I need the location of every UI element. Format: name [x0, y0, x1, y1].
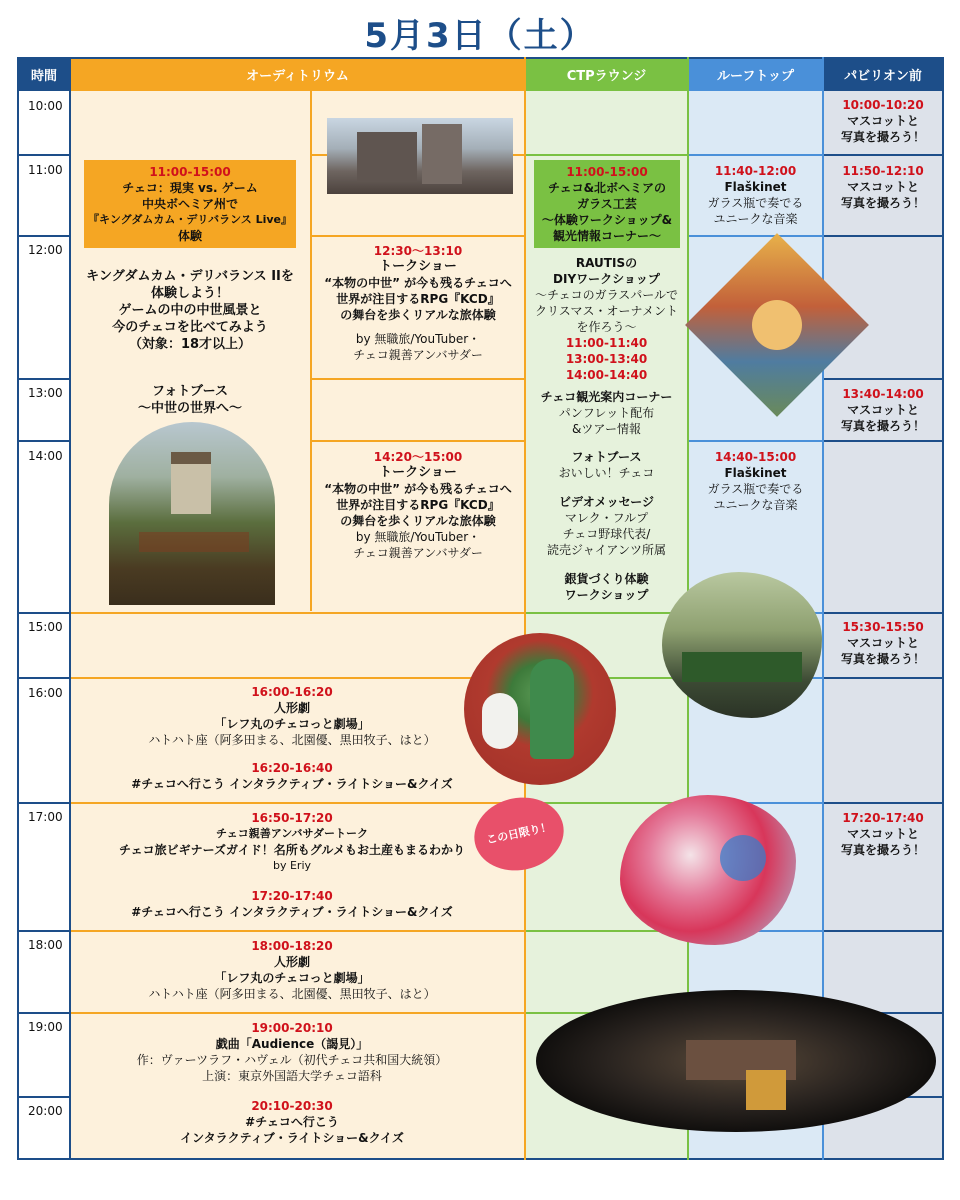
talk-line: 世界が注目するRPG『KCD』 — [336, 498, 500, 512]
video-line: 読売ジャイアンツ所属 — [547, 543, 666, 557]
audience-time: 19:00-20:10 — [251, 1021, 333, 1035]
mascot-slot-line: 写真を撮ろう！ — [840, 843, 925, 857]
mascot-slot-time: 13:40-14:00 — [842, 387, 924, 401]
tourism-info-corner — [527, 389, 686, 437]
grid-line — [525, 802, 688, 804]
mascot-photo-slot — [825, 386, 941, 434]
time-label: 14:00 — [28, 449, 63, 463]
lightshow-title: #チェコへ行こう — [245, 1115, 339, 1129]
puppet-line: ハトハト座（阿多田まる、北園優、黒田牧子、はと） — [148, 987, 436, 1001]
ambassador-line: チェコ旅ビギナーズガイド！名所もグルメもお土産もまるわかり — [119, 843, 465, 857]
ambassador-talk — [72, 810, 512, 920]
talk-show-2-time: 14:20〜15:00 — [373, 450, 463, 464]
audience-line: 上演：東京外国語大学チェコ語科 — [202, 1069, 382, 1083]
time-label: 18:00 — [28, 938, 63, 952]
kcd-desc-line: ゲームの中の中世風景と — [118, 303, 262, 318]
coin-line: ワークショップ — [564, 588, 649, 602]
grid-line — [18, 235, 70, 237]
kcd-title-4: 体験 — [177, 229, 202, 243]
theatre-play-photo — [536, 990, 936, 1132]
grid-line — [823, 440, 943, 442]
mascot-slot-line: マスコットと — [847, 827, 919, 841]
lightshow-time: 20:10-20:30 — [251, 1099, 333, 1113]
kcd-desc-line: （対象：18才以上） — [128, 337, 252, 352]
lightshow-time: 17:20-17:40 — [251, 889, 333, 903]
glass-line: チェコ&北ボヘミアの — [547, 181, 667, 195]
video-line: マレク・フルプ — [564, 511, 649, 525]
kcd-title-1: チェコ：現実 vs. ゲーム — [122, 181, 258, 195]
grid-line — [18, 378, 70, 380]
grid-line — [823, 677, 943, 679]
flaskinet-name: Flaškinet — [724, 466, 787, 480]
page-title: 5月3日（土） — [364, 16, 596, 56]
grid-line — [823, 235, 943, 237]
mascot-slot-time: 11:50-12:10 — [842, 164, 924, 178]
header-ctp-lounge: CTPラウンジ — [525, 57, 688, 91]
ambassador-line: チェコ親善アンバサダートーク — [216, 827, 368, 840]
grid-line — [823, 612, 943, 614]
talk-line: の舞台を歩くリアルな旅体験 — [340, 514, 496, 528]
grid-line — [18, 612, 70, 614]
flaskinet-performance-2 — [690, 449, 821, 513]
flaskinet-line: ガラス瓶で奏でる — [707, 482, 804, 496]
flaskinet-name: Flaškinet — [724, 180, 787, 194]
grid-line — [525, 612, 688, 614]
rautis-time: 11:00-11:40 — [565, 336, 648, 350]
grid-line — [823, 930, 943, 932]
coin-line: 銀貨づくり体験 — [564, 572, 649, 586]
puppet-line: 人形劇 — [273, 955, 310, 969]
grid-line — [18, 1012, 70, 1014]
flaskinet-time: 14:40-15:00 — [714, 450, 797, 464]
info-line: パンフレット配布 — [558, 406, 655, 420]
time-label: 11:00 — [28, 163, 63, 177]
grid-line — [18, 154, 70, 156]
lightshow-title: インタラクティブ・ライトショー&クイズ — [180, 1131, 404, 1145]
talk-line: の舞台を歩くリアルな旅体験 — [340, 308, 496, 322]
rautis-line: RAUTISの — [575, 256, 638, 270]
glass-line: ガラス工芸 — [577, 197, 637, 211]
audience-line: 戯曲「Audience（謁見）」 — [215, 1037, 369, 1051]
coin-workshop — [527, 571, 686, 603]
grid-line — [18, 1096, 70, 1098]
limited-day-badge-text: この日限り！ — [485, 820, 553, 847]
mascot-photo-slot — [825, 619, 941, 667]
grid-line — [823, 154, 943, 156]
talk-line: チェコ親善アンバサダー — [353, 546, 483, 560]
mascot-slot-line: マスコットと — [847, 636, 919, 650]
mascot-slot-line: マスコットと — [847, 180, 919, 194]
folk-costume-photo — [620, 795, 796, 945]
mascot-photo-slot — [825, 810, 941, 858]
grid-line — [688, 235, 823, 237]
puppet-show-1 — [72, 684, 512, 792]
divider-auditorium — [524, 57, 526, 1160]
time-label: 19:00 — [28, 1020, 63, 1034]
grid-line — [18, 802, 70, 804]
puppet-photo — [464, 633, 616, 785]
info-line: チェコ観光案内コーナー — [540, 390, 673, 404]
puppet-line: 「レフ丸のチェコっと劇場」 — [214, 717, 370, 731]
booth-line: おいしい！チェコ — [558, 466, 655, 480]
flaskinet-line: ガラス瓶で奏でる — [707, 196, 804, 210]
medieval-village-photo — [109, 422, 275, 605]
time-label: 12:00 — [28, 243, 63, 257]
rautis-workshop — [527, 255, 686, 383]
mascot-photo-slot — [825, 97, 941, 145]
talk-line: 世界が注目するRPG『KCD』 — [336, 292, 500, 306]
kcd-time: 11:00-15:00 — [149, 165, 231, 179]
grid-line — [18, 440, 70, 442]
rautis-time: 13:00-13:40 — [565, 352, 648, 366]
audience-play — [72, 1020, 512, 1146]
mascot-slot-line: マスコットと — [847, 114, 919, 128]
glass-event-box — [534, 160, 680, 248]
mascot-slot-time: 10:00-10:20 — [842, 98, 924, 112]
talk-line: “本物の中世” が今も残るチェコへ — [324, 482, 512, 496]
rautis-line: 〜チェコのガラスパールで — [534, 288, 679, 302]
grid-line — [310, 235, 525, 237]
talk-line: “本物の中世” が今も残るチェコへ — [324, 276, 512, 290]
flaskinet-line: ユニークな音楽 — [713, 212, 798, 226]
puppet-line: 「レフ丸のチェコっと劇場」 — [214, 971, 370, 985]
mascot-slot-line: 写真を撮ろう！ — [840, 652, 925, 666]
grid-line — [70, 802, 525, 804]
puppet-line: 人形劇 — [273, 701, 310, 715]
divider-time — [69, 57, 71, 1160]
mascot-slot-line: 写真を撮ろう！ — [840, 419, 925, 433]
rautis-time: 14:00-14:40 — [565, 368, 648, 382]
kcd-title-3: 『キングダムカム・デリバランス Live』 — [87, 213, 293, 226]
grid-line — [70, 612, 525, 614]
time-label: 13:00 — [28, 386, 63, 400]
header-auditorium: オーディトリウム — [70, 57, 525, 91]
ctp-photo-booth — [527, 449, 686, 481]
mascot-slot-time: 15:30-15:50 — [842, 620, 924, 634]
talk-line: by 無職旅/YouTuber・ — [355, 530, 481, 544]
talk-line: トークショー — [379, 465, 457, 480]
mascot-slot-time: 17:20-17:40 — [842, 811, 924, 825]
flaskinet-performance-1 — [690, 163, 821, 227]
info-line: &ツアー情報 — [572, 422, 641, 436]
grid-line — [688, 440, 823, 442]
kcd-description — [72, 268, 308, 417]
mascot-slot-line: 写真を撮ろう！ — [840, 130, 925, 144]
talk-line: by 無職旅/YouTuber・ — [355, 332, 481, 346]
grid-line — [525, 154, 688, 156]
time-label: 17:00 — [28, 810, 63, 824]
grid-line — [310, 440, 525, 442]
video-line: ビデオメッセージ — [559, 495, 654, 509]
talk-show-2 — [312, 449, 524, 561]
talk-line: トークショー — [379, 259, 457, 274]
rautis-line: クリスマス・オーナメント — [534, 304, 679, 318]
grid-line — [70, 930, 525, 932]
kcd-event-box — [84, 160, 296, 248]
grid-line — [18, 930, 70, 932]
glass-line: 〜体験ワークショップ& — [541, 213, 673, 227]
time-label: 20:00 — [28, 1104, 63, 1118]
castle-photo — [327, 118, 513, 194]
rautis-line: DIYワークショップ — [553, 272, 660, 286]
kcd-desc-line: 体験しよう！ — [150, 286, 229, 301]
video-line: チェコ野球代表/ — [562, 527, 651, 541]
puppet-1-time: 16:00-16:20 — [251, 685, 333, 699]
flaskinet-time: 11:40-12:00 — [714, 164, 797, 178]
puppet-line: ハトハト座（阿多田まる、北園優、黒田牧子、はと） — [148, 733, 436, 747]
rautis-line: を作ろう〜 — [576, 320, 637, 334]
mascot-slot-line: マスコットと — [847, 403, 919, 417]
glass-line: 観光情報コーナー〜 — [552, 229, 661, 243]
header-rooftop: ルーフトップ — [688, 57, 823, 91]
ambassador-time: 16:50-17:20 — [251, 811, 333, 825]
time-label: 15:00 — [28, 620, 63, 634]
puppet-show-2 — [72, 938, 512, 1002]
kcd-desc-line: 今のチェコを比べてみよう — [112, 320, 268, 335]
grid-line — [18, 677, 70, 679]
talk-show-1 — [312, 243, 524, 363]
header-pavilion: パビリオン前 — [823, 57, 943, 91]
ambassador-line: by Eriy — [272, 859, 312, 872]
audience-line: 作：ヴァーツラフ・ハヴェル（初代チェコ共和国大統領） — [136, 1053, 448, 1067]
kcd-title-2: 中央ボヘミア州で — [141, 197, 238, 211]
grid-line — [823, 378, 943, 380]
lightshow-title: #チェコへ行こう インタラクティブ・ライトショー&クイズ — [131, 777, 453, 791]
grid-line — [310, 378, 525, 380]
flaskinet-line: ユニークな音楽 — [713, 498, 798, 512]
talk-show-1-time: 12:30〜13:10 — [373, 244, 463, 258]
lightshow-time: 16:20-16:40 — [251, 761, 333, 775]
grid-line — [70, 677, 525, 679]
divider-rooftop — [822, 57, 824, 1160]
header-time: 時間 — [18, 57, 70, 91]
photo-booth-title: フォトブース — [152, 384, 228, 399]
lightshow-title: #チェコへ行こう インタラクティブ・ライトショー&クイズ — [131, 905, 453, 919]
grid-line — [70, 1012, 525, 1014]
grid-line — [823, 802, 943, 804]
mascot-slot-line: 写真を撮ろう！ — [840, 196, 925, 210]
puppet-2-time: 18:00-18:20 — [251, 939, 333, 953]
talk-line: チェコ親善アンバサダー — [353, 348, 483, 362]
time-label: 16:00 — [28, 686, 63, 700]
video-message — [527, 494, 686, 558]
glass-time: 11:00-15:00 — [566, 165, 648, 179]
grid-line — [688, 154, 823, 156]
booth-line: フォトブース — [571, 450, 642, 464]
photo-booth-subtitle: 〜中世の世界へ〜 — [137, 401, 242, 416]
time-label: 10:00 — [28, 99, 63, 113]
mascot-photo-slot — [825, 163, 941, 211]
kcd-desc-line: キングダムカム・デリバランス IIを — [86, 269, 294, 284]
